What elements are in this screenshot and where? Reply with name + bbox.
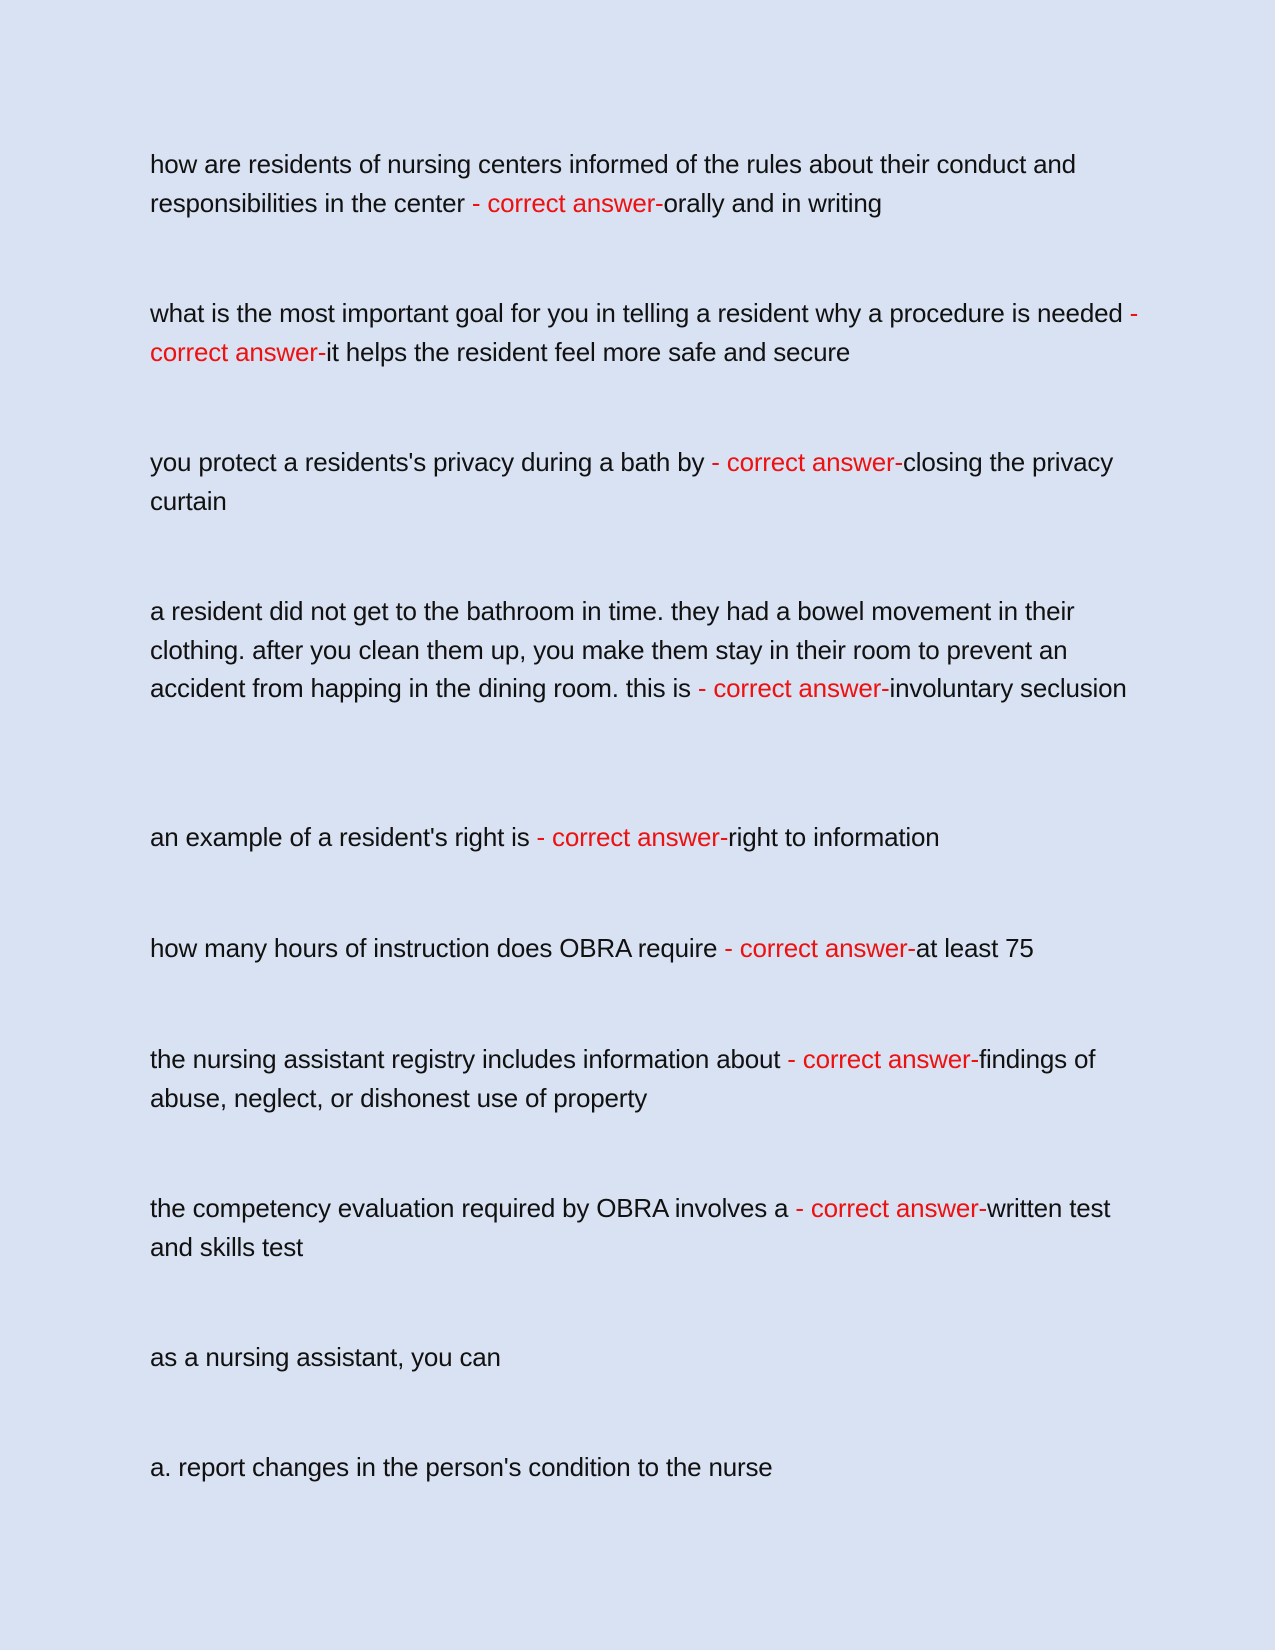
question-text: the competency evaluation required by OBRA involves a [150, 1193, 796, 1223]
qa-entry-2 [150, 294, 1140, 371]
qa-entry-3 [150, 443, 1140, 520]
qa-entry-8 [150, 1189, 1140, 1266]
qa-entry-6 [150, 929, 1140, 968]
qa-entry-5 [150, 818, 1140, 857]
trailing-question-text: as a nursing assistant, you can [150, 1342, 501, 1372]
answer-text: right to information [728, 822, 940, 852]
answer-text: it helps the resident feel more safe and secure [326, 336, 851, 367]
question-text: how many hours of instruction does OBRA require [150, 933, 725, 963]
answer-separator: - correct answer- [697, 673, 890, 703]
answer-text: at least 75 [915, 933, 1034, 963]
answer-separator: - correct answer- [150, 298, 1139, 367]
answer-separator: - correct answer- [471, 187, 664, 218]
qa-entry-4 [150, 592, 1140, 708]
answer-text: findings of abuse, neglect, or dishonest use of property [150, 1044, 1096, 1113]
answer-text: written test and skills test [150, 1193, 1111, 1262]
question-text: a resident did not get to the bathroom in time. they had a bowel movement in their clothing. after you clean them up, you make them stay in their room to prevent an accident from happing in the dining room. this is [150, 596, 1075, 703]
question-text: you protect a residents's privacy during a bath by [150, 447, 712, 477]
answer-separator: - correct answer- [795, 1193, 987, 1223]
qa-entry-7 [150, 1040, 1140, 1117]
answer-text: involuntary seclusion [889, 673, 1127, 703]
qa-entry-1 [150, 145, 1140, 222]
answer-text: orally and in writing [663, 187, 882, 218]
question-text: what is the most important goal for you in telling a resident why a procedure is needed [150, 298, 1130, 328]
answer-separator: - correct answer- [787, 1044, 979, 1074]
answer-text: closing the privacy curtain [150, 447, 1114, 516]
question-text: the nursing assistant registry includes information about [150, 1044, 788, 1074]
question-text: how are residents of nursing centers informed of the rules about their conduct and responsibilities in the center [150, 149, 1076, 218]
question-text: an example of a resident's right is [150, 822, 537, 852]
answer-separator: - correct answer- [724, 933, 916, 963]
trailing-option-text: a. report changes in the person's condition to the nurse [150, 1452, 773, 1482]
answer-separator: - correct answer- [711, 447, 903, 477]
answer-separator: - correct answer- [536, 822, 729, 852]
